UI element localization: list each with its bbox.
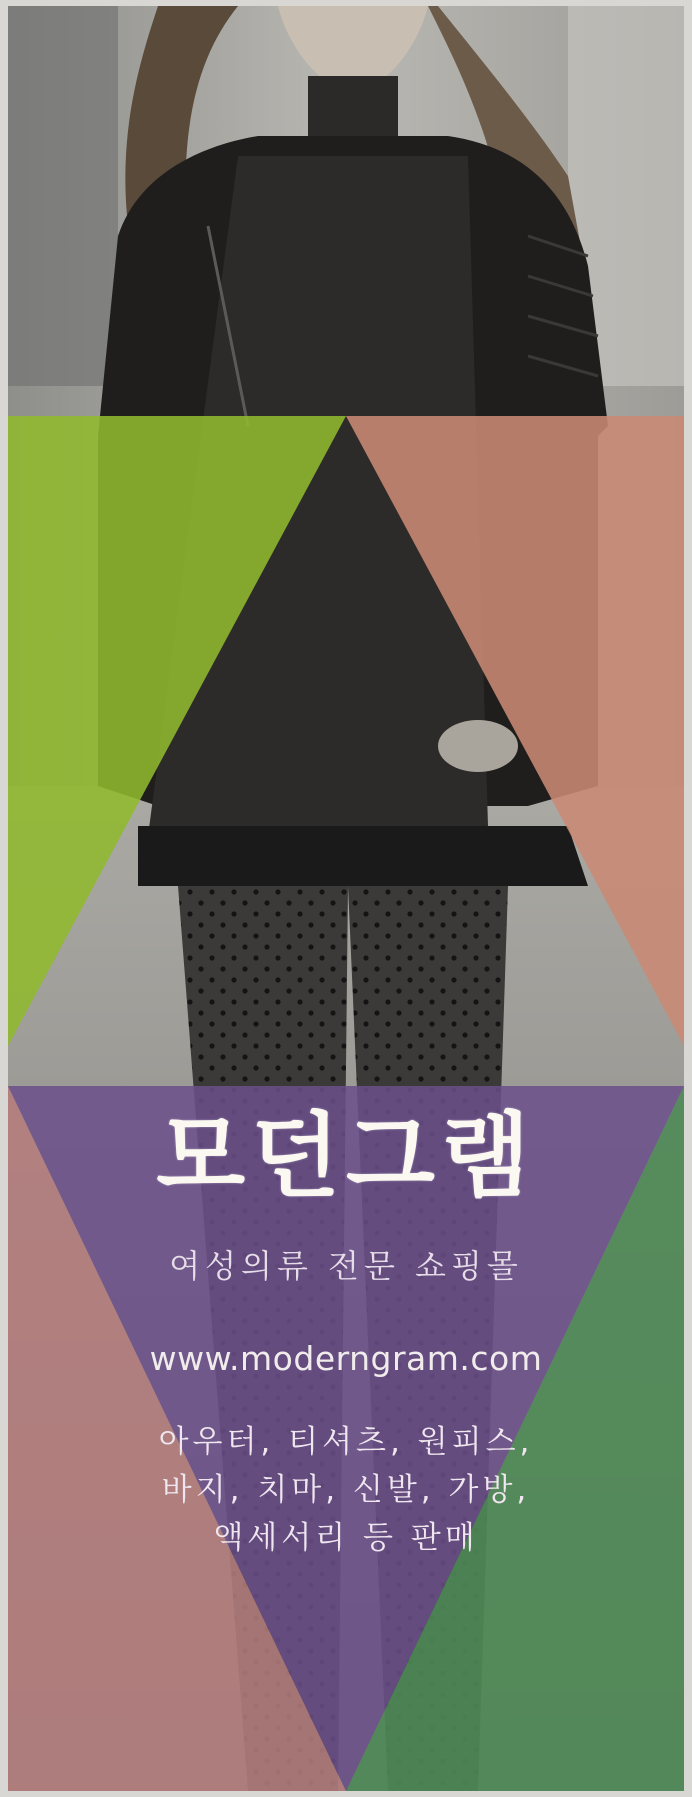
salmon-triangle <box>346 416 684 1046</box>
lime-triangle <box>8 416 346 1046</box>
product-line: 바지, 치마, 신발, 가방, <box>161 1472 531 1508</box>
product-line: 액세서리 등 판매 <box>213 1520 479 1556</box>
brand-tagline: 여성의류 전문 쇼핑몰 <box>169 1247 523 1285</box>
advertisement-poster <box>8 6 684 1791</box>
poster-text <box>8 1103 684 1562</box>
product-list <box>8 1418 684 1562</box>
website-url: www.moderngram.com <box>149 1339 543 1378</box>
brand-name: 모던그램 <box>156 1103 536 1210</box>
product-line: 아우터, 티셔츠, 원피스, <box>158 1424 534 1460</box>
